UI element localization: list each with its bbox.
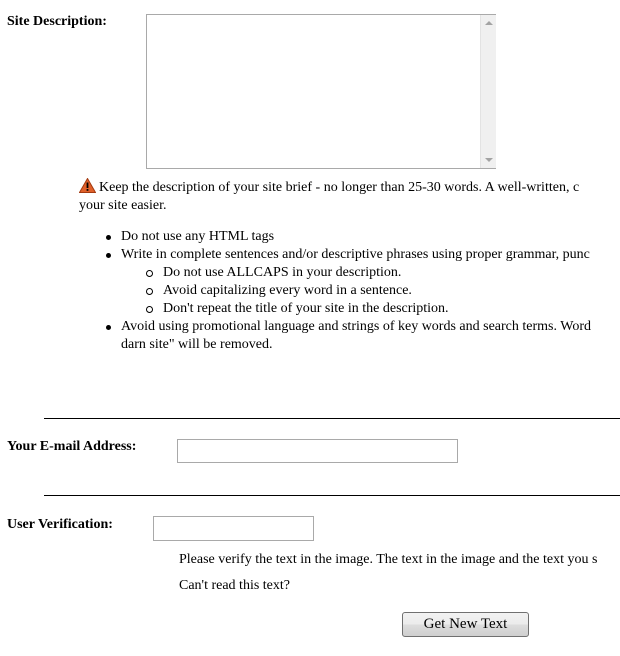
site-description-scrollbar[interactable] [480,15,496,168]
scroll-up-arrow-icon[interactable] [485,21,493,25]
section-divider [44,418,620,419]
email-field[interactable] [177,439,458,463]
site-description-textarea[interactable] [146,14,496,169]
get-new-text-button[interactable]: Get New Text [402,612,529,637]
section-divider [44,495,620,496]
verification-instruction: Please verify the text in the image. The text in the image and the text you s [179,552,598,567]
cant-read-text-link[interactable]: Can't read this text? [179,578,290,593]
description-note [79,178,620,216]
scroll-down-arrow-icon[interactable] [485,158,493,162]
tip-subitem: Avoid capitalizing every word in a sentence. [0,282,620,300]
tip-item: Write in complete sentences and/or descriptive phrases using proper grammar, punc [0,246,620,264]
verification-input[interactable] [153,516,314,541]
tip-subitem: Do not use ALLCAPS in your description. [0,264,620,282]
note-text-line-1: Keep the description of your site brief - no longer than 25-30 words. A well-written, c [99,180,580,195]
note-line-1 [79,178,620,198]
email-label: Your E-mail Address: [7,439,137,454]
user-verification-label: User Verification: [7,517,113,532]
tip-item: Avoid using promotional language and strings of key words and search terms. Word [0,318,620,336]
warning-triangle-icon [79,178,96,193]
tip-item-continuation: darn site" will be removed. [121,337,273,352]
description-tips-list [0,228,620,354]
note-text-line-2: your site easier. [79,198,167,213]
tip-subitem: Don't repeat the title of your site in the description. [0,300,620,318]
tip-item: Do not use any HTML tags [0,228,620,246]
site-description-label: Site Description: [7,14,107,29]
